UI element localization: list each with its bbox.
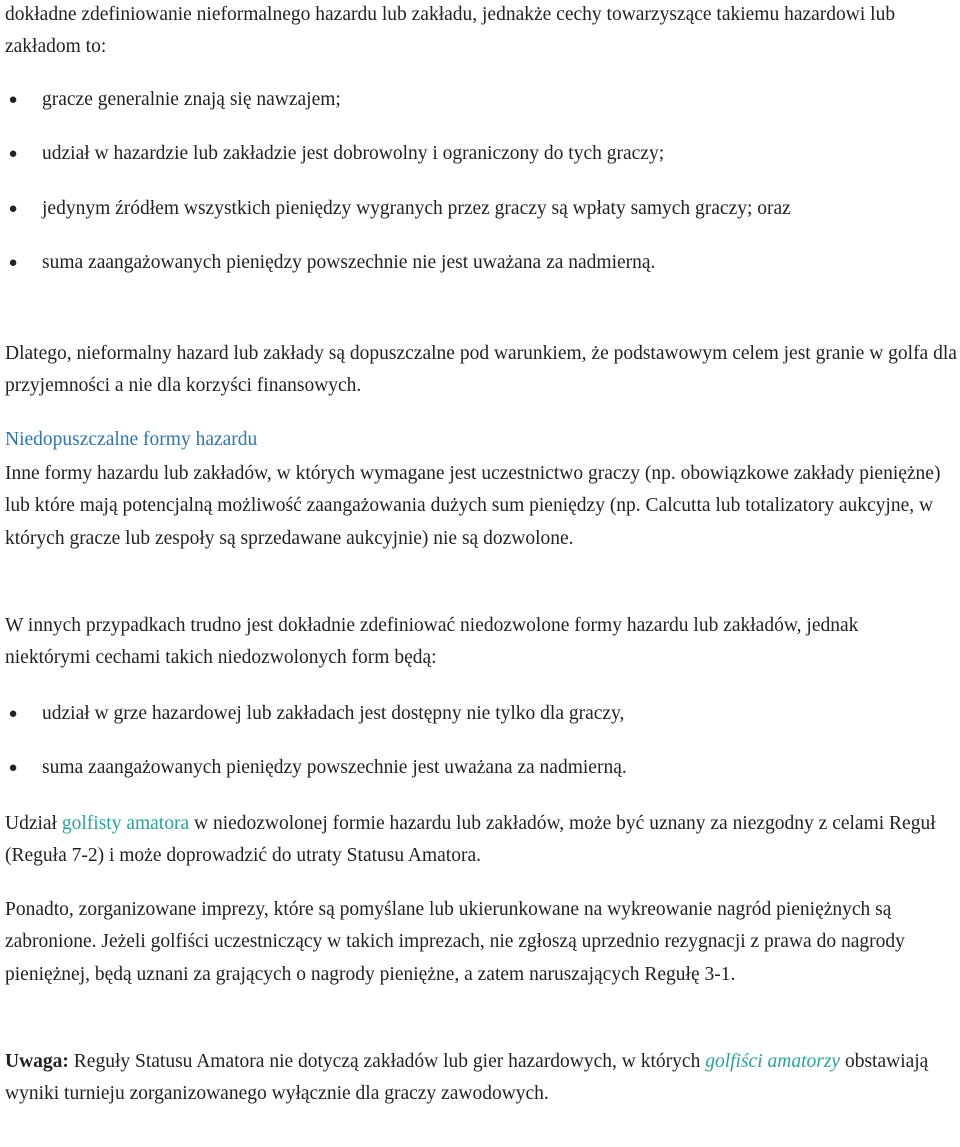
list-item: ● udział w hazardzie lub zakładzie jest dobrowolny i ograniczony do tych graczy;: [5, 138, 957, 170]
list-item: ● suma zaangażowanych pieniędzy powszechnie jest uważana za nadmierną.: [5, 752, 957, 784]
list-item: ● suma zaangażowanych pieniędzy powszechnie nie jest uważana za nadmierną.: [5, 247, 957, 279]
bullet-icon: ●: [8, 760, 18, 777]
paragraph-ponadto: Ponadto, zorganizowane imprezy, które są pomyślane lub ukierunkowane na wykreowanie nagród pieniężnych są zabronione. Jeżeli golfiści uczestniczący w takich imprezach, nie zgłoszą uprzednio rezygnacji z prawa do nagrody pieniężnej, będą uznani za grających o nagrody pieniężne, a zatem naruszających Regułę 3-1.: [5, 899, 905, 985]
paragraph-dlatego: Dlatego, nieformalny hazard lub zakłady są dopuszczalne pod warunkiem, że podstawowym celem jest granie w golfa dla przyjemności a nie dla korzyści finansowych.: [5, 343, 957, 397]
bullet-icon: ●: [8, 706, 18, 722]
bullet-icon: ●: [8, 92, 18, 108]
note-label: Uwaga:: [5, 1051, 69, 1072]
list-item: ● gracze generalnie znają się nawzajem;: [5, 84, 957, 116]
paragraph-udzial: Udział golfisty amatora w niedozwolonej formie hazardu lub zakładów, może być uznany za niezgodny z celami Reguł (Reguła 7-2) i może doprowadzić do utraty Statusu Amatora.: [5, 813, 936, 867]
section-heading: Niedopuszczalne formy hazardu: [5, 429, 258, 450]
intro-paragraph: dokładne zdefiniowanie nieformalnego hazardu lub zakładu, jednakże cechy towarzyszące takiemu hazardowi lub zakładom to:: [5, 4, 896, 58]
bullet-icon: ●: [8, 254, 18, 271]
paragraph-w-innych: W innych przypadkach trudno jest dokładnie zdefiniować niedozwolone formy hazardu lub zakładów, jednak niektórymi cechami takich niedozwolonych form będą:: [5, 615, 859, 669]
amateur-golfer-link[interactable]: golfisty amatora: [61, 813, 190, 834]
paragraph-uwaga: Uwaga: Reguły Statusu Amatora nie dotyczą zakładów lub gier hazardowych, w których golfiści amatorzy obstawiają wyniki turnieju zorganizowanego wyłącznie dla graczy zawodowych.: [5, 1051, 929, 1105]
paragraph-inne-formy: Inne formy hazardu lub zakładów, w których wymagane jest uczestnictwo graczy (np. obowiązkowe zakłady pieniężne) lub które mają potencjalną możliwość zaangażowania dużych sum pieniędzy (np. Calcutta lub totalizatory aukcyjne, w których gracze lub zespoły są sprzedawane aukcyjnie) nie są dozwolone.: [5, 463, 941, 549]
list-item: ● jedynym źródłem wszystkich pieniędzy wygranych przez graczy są wpłaty samych graczy; oraz: [5, 193, 957, 225]
bullet-icon: ●: [8, 146, 18, 163]
bullet-icon: ●: [8, 200, 18, 217]
list-item: ● udział w grze hazardowej lub zakładach jest dostępny nie tylko dla graczy,: [5, 698, 957, 730]
amateur-golfers-link[interactable]: golfiści amatorzy: [705, 1051, 841, 1072]
forbidden-features-list: [5, 698, 957, 785]
gambling-features-list: [5, 84, 957, 279]
